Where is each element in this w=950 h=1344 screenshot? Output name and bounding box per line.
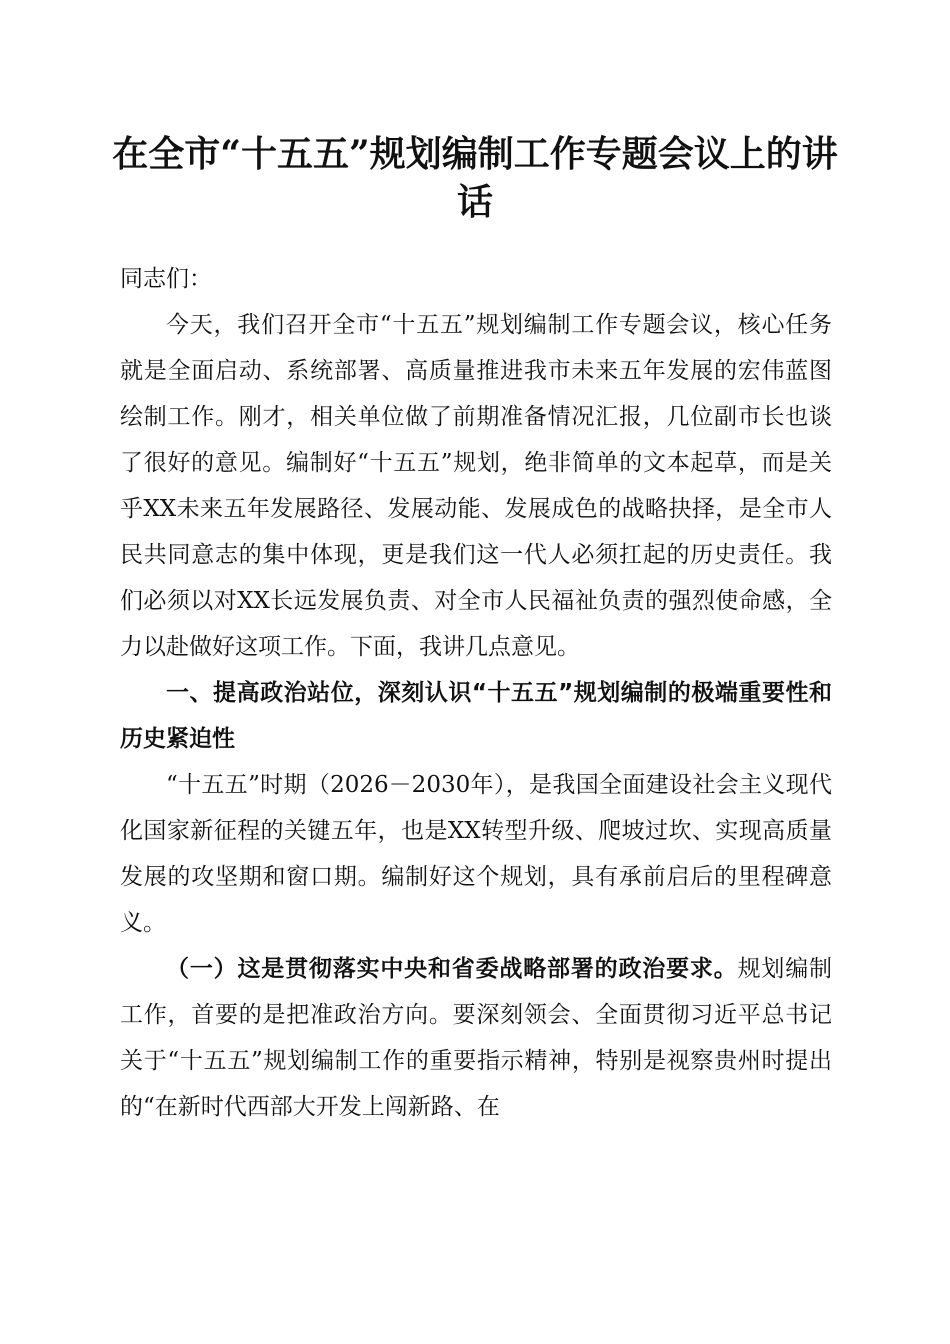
intro-paragraph: 今天，我们召开全市“十五五”规划编制工作专题会议，核心任务就是全面启动、系统部署、高质量推进我市未来五年发展的宏伟蓝图绘制工作。刚才，相关单位做了前期准备情况汇报，几位副市长也谈了很好的意见。编制好“十五五”规划，绝非简单的文本起草，而是关乎XX未来五年发展路径、发展动能、发展成色的战略抉择，是全市人民共同意志的集中体现，更是我们这一代人必须扛起的历史责任。我们必须以对XX长远发展负责、对全市人民福祉负责的强烈使命感，全力以赴做好这项工作。下面，我讲几点意见。 [120, 312, 832, 660]
salutation: 同志们： [120, 266, 212, 292]
section-heading-1: 一、提高政治站位，深刻认识“十五五”规划编制的极端重要性和历史紧迫性 [120, 680, 832, 752]
subsection-1-text: 规划编制工作，首要的是把准政治方向。要深刻领会、全面贯彻习近平总书记关于“十五五”规划编制工作的重要指示精神，特别是视察贵州时提出的“在新时代西部大开发上闯新路、在 [120, 956, 833, 1120]
subsection-1-paragraph [120, 946, 832, 1130]
document-title: 在全市“十五五”规划编制工作专题会议上的讲话 [112, 133, 838, 223]
subsection-heading-1: （一）这是贯彻落实中央和省委战略部署的政治要求。 [166, 955, 738, 982]
section-1-paragraph: “十五五”时期（2026－2030年），是我国全面建设社会主义现代化国家新征程的关键五年，也是XX转型升级、爬坡过坎、实现高质量发展的攻坚期和窗口期。编制好这个规划，具有承前启后的里程碑意义。 [120, 772, 832, 936]
document-body [120, 256, 832, 1130]
